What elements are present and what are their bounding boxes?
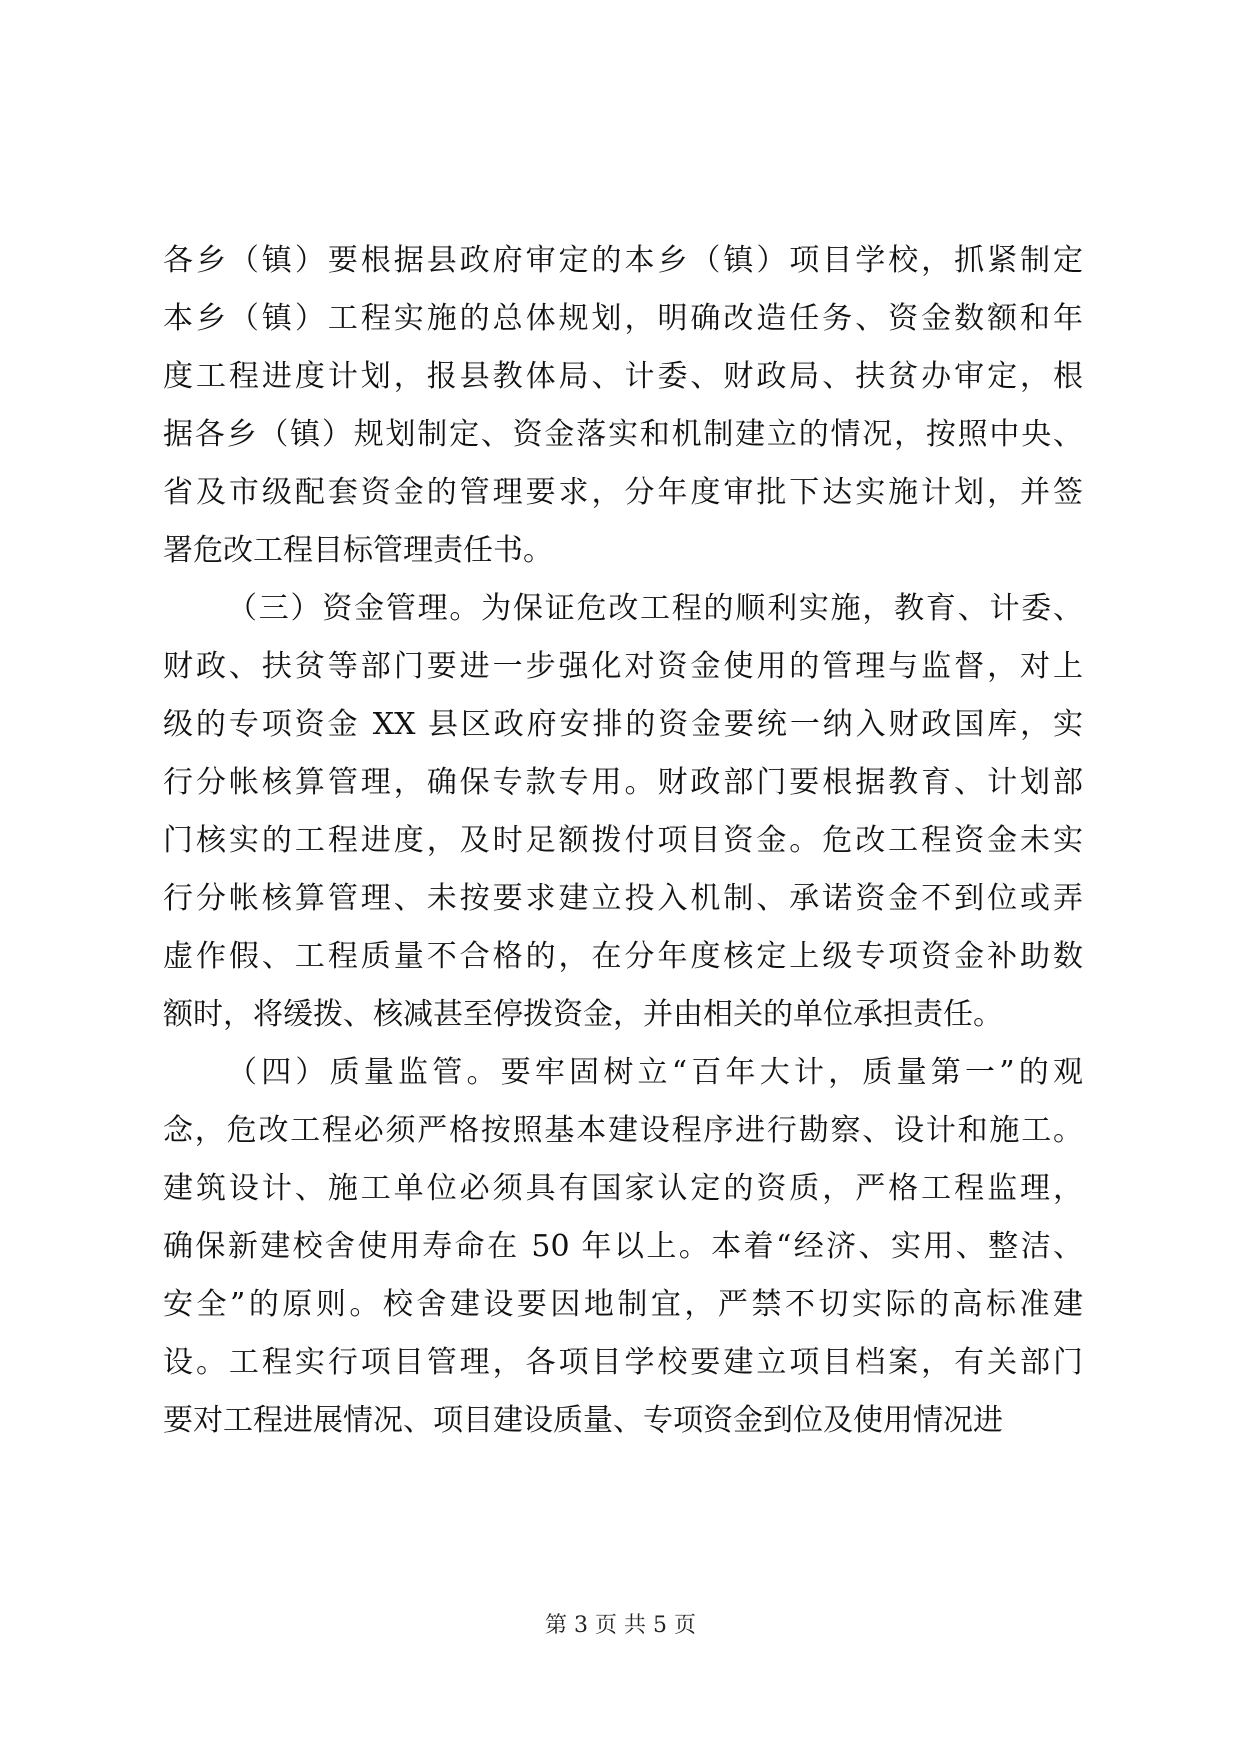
page-footer: 第 3 页 共 5 页 [545, 1613, 696, 1638]
text-line: 财政、扶贫等部门要进一步强化对资金使用的管理与监督，对上 [163, 649, 1083, 684]
text-line: 念，危改工程必须严格按照基本建设程序进行勘察、设计和施工。 [163, 1113, 1083, 1148]
text-line: 各乡（镇）要根据县政府审定的本乡（镇）项目学校，抓紧制定 [163, 243, 1083, 278]
text-line: 行分帐核算管理，确保专款专用。财政部门要根据教育、计划部 [163, 765, 1083, 800]
text-line: 设。工程实行项目管理，各项目学校要建立项目档案，有关部门 [163, 1345, 1083, 1380]
text-line: 度工程进度计划，报县教体局、计委、财政局、扶贫办审定，根 [163, 359, 1083, 394]
text-line: 据各乡（镇）规划制定、资金落实和机制建立的情况，按照中央、 [163, 417, 1083, 452]
text-line: 级的专项资金 XX 县区政府安排的资金要统一纳入财政国库，实 [163, 707, 1083, 742]
text-line: 安全”的原则。校舍建设要因地制宜，严禁不切实际的高标准建 [163, 1287, 1083, 1322]
text-line: 署危改工程目标管理责任书。 [163, 533, 553, 568]
text-line: （三）资金管理。为保证危改工程的顺利实施，教育、计委、 [227, 591, 1083, 626]
paragraph [163, 232, 1083, 580]
text-line: 额时，将缓拨、核减甚至停拨资金，并由相关的单位承担责任。 [163, 997, 1003, 1032]
text-line: 建筑设计、施工单位必须具有国家认定的资质，严格工程监理， [163, 1171, 1083, 1206]
paragraph [163, 1044, 1083, 1450]
document-body [163, 232, 1083, 1450]
text-line: 要对工程进展情况、项目建设质量、专项资金到位及使用情况进 [163, 1403, 1003, 1438]
paragraph [163, 580, 1083, 1044]
text-line: 虚作假、工程质量不合格的，在分年度核定上级专项资金补助数 [163, 939, 1083, 974]
text-line: （四）质量监管。要牢固树立“百年大计，质量第一”的观 [227, 1055, 1083, 1090]
text-line: 省及市级配套资金的管理要求，分年度审批下达实施计划，并签 [163, 475, 1083, 510]
text-line: 门核实的工程进度，及时足额拨付项目资金。危改工程资金未实 [163, 823, 1083, 858]
text-line: 本乡（镇）工程实施的总体规划，明确改造任务、资金数额和年 [163, 301, 1083, 336]
text-line: 行分帐核算管理、未按要求建立投入机制、承诺资金不到位或弄 [163, 881, 1083, 916]
text-line: 确保新建校舍使用寿命在 50 年以上。本着“经济、实用、整洁、 [163, 1229, 1083, 1264]
